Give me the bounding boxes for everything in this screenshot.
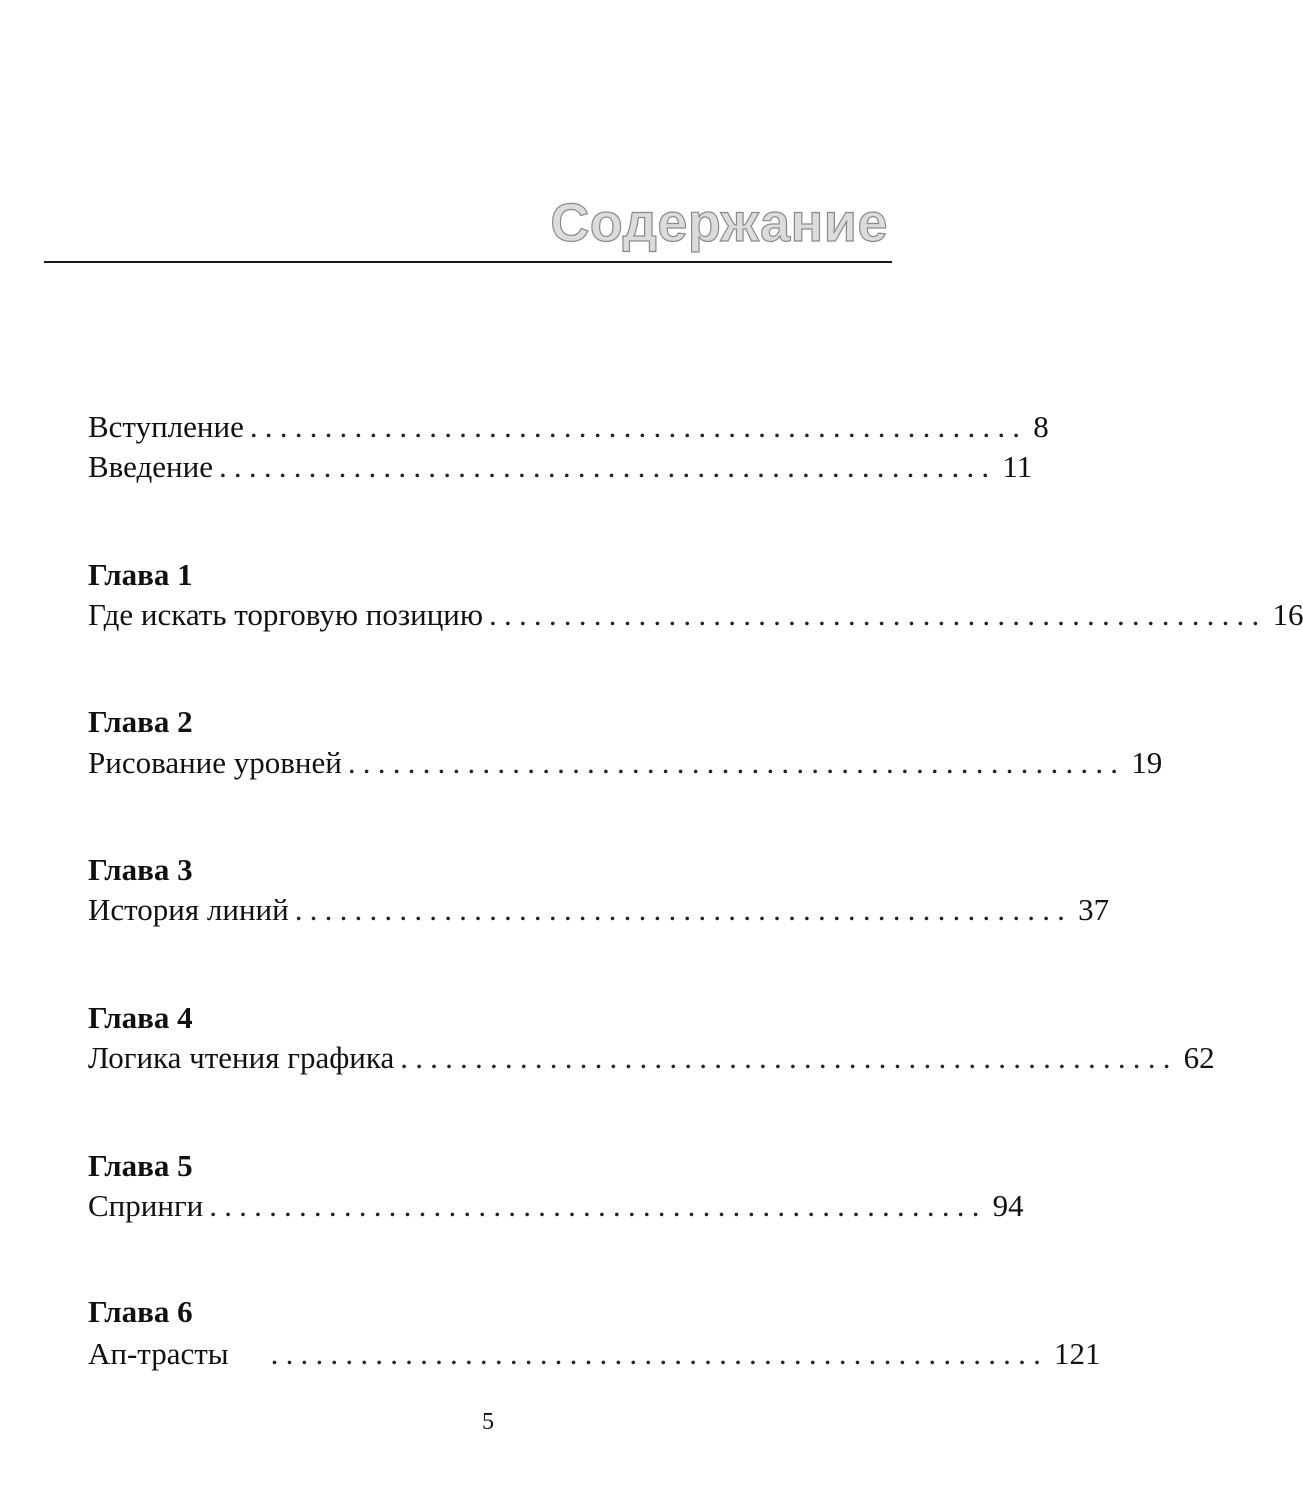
dot-leader: ....................................................: [489, 597, 1267, 632]
toc-entry-label: Где искать торговую позицию: [88, 597, 484, 632]
dot-leader: ....................................................: [347, 745, 1126, 780]
toc-entry-label: Логика чтения графика: [88, 1040, 395, 1075]
toc-entry-intro: [88, 407, 1049, 447]
toc-entry-label: Спринги: [88, 1188, 204, 1223]
toc-entry-page: 94: [992, 1188, 1024, 1223]
toc-entry-page: 37: [1078, 892, 1110, 927]
dot-leader: ....................................................: [400, 1040, 1178, 1075]
toc-entry-label: Введение: [88, 449, 213, 484]
chapter-heading-5: Глава 5: [88, 1148, 193, 1183]
toc-entry-page: 62: [1183, 1040, 1215, 1075]
page-number: 5: [482, 1409, 494, 1435]
toc-entry-chapter-4: [88, 1038, 1215, 1078]
dot-leader: ....................................................: [249, 409, 1028, 444]
toc-entry-label: Вступление: [88, 409, 244, 444]
chapter-heading-4: Глава 4: [88, 1000, 193, 1035]
title-divider: [44, 261, 892, 263]
toc-entry-page: 8: [1033, 409, 1049, 444]
chapter-heading-6: Глава 6: [88, 1294, 193, 1329]
toc-entry-label: Ап-трасты: [88, 1336, 229, 1371]
toc-entry-chapter-5: [88, 1186, 1024, 1226]
toc-entry-page: 16: [1272, 597, 1303, 632]
toc-entry-chapter-3: [88, 890, 1110, 930]
chapter-heading-2: Глава 2: [88, 704, 193, 739]
dot-leader: ....................................................: [294, 892, 1073, 927]
dot-leader: ....................................................: [270, 1336, 1049, 1371]
dot-leader: ....................................................: [209, 1188, 987, 1223]
dot-leader: ....................................................: [218, 449, 997, 484]
toc-entry-label: Рисование уровней: [88, 745, 342, 780]
toc-entry-page: 11: [1002, 449, 1033, 484]
chapter-heading-3: Глава 3: [88, 852, 193, 887]
toc-entry-page: 19: [1131, 745, 1163, 780]
page-title: Содержание: [550, 193, 888, 253]
toc-entry-label: История линий: [88, 892, 289, 927]
toc-entry-page: 121: [1054, 1336, 1101, 1371]
toc-entry-introduction: [88, 447, 1033, 487]
toc-entry-chapter-1: [88, 595, 1303, 635]
toc-entry-chapter-2: [88, 743, 1163, 783]
toc-entry-chapter-6: [88, 1334, 1101, 1374]
chapter-heading-1: Глава 1: [88, 557, 193, 592]
